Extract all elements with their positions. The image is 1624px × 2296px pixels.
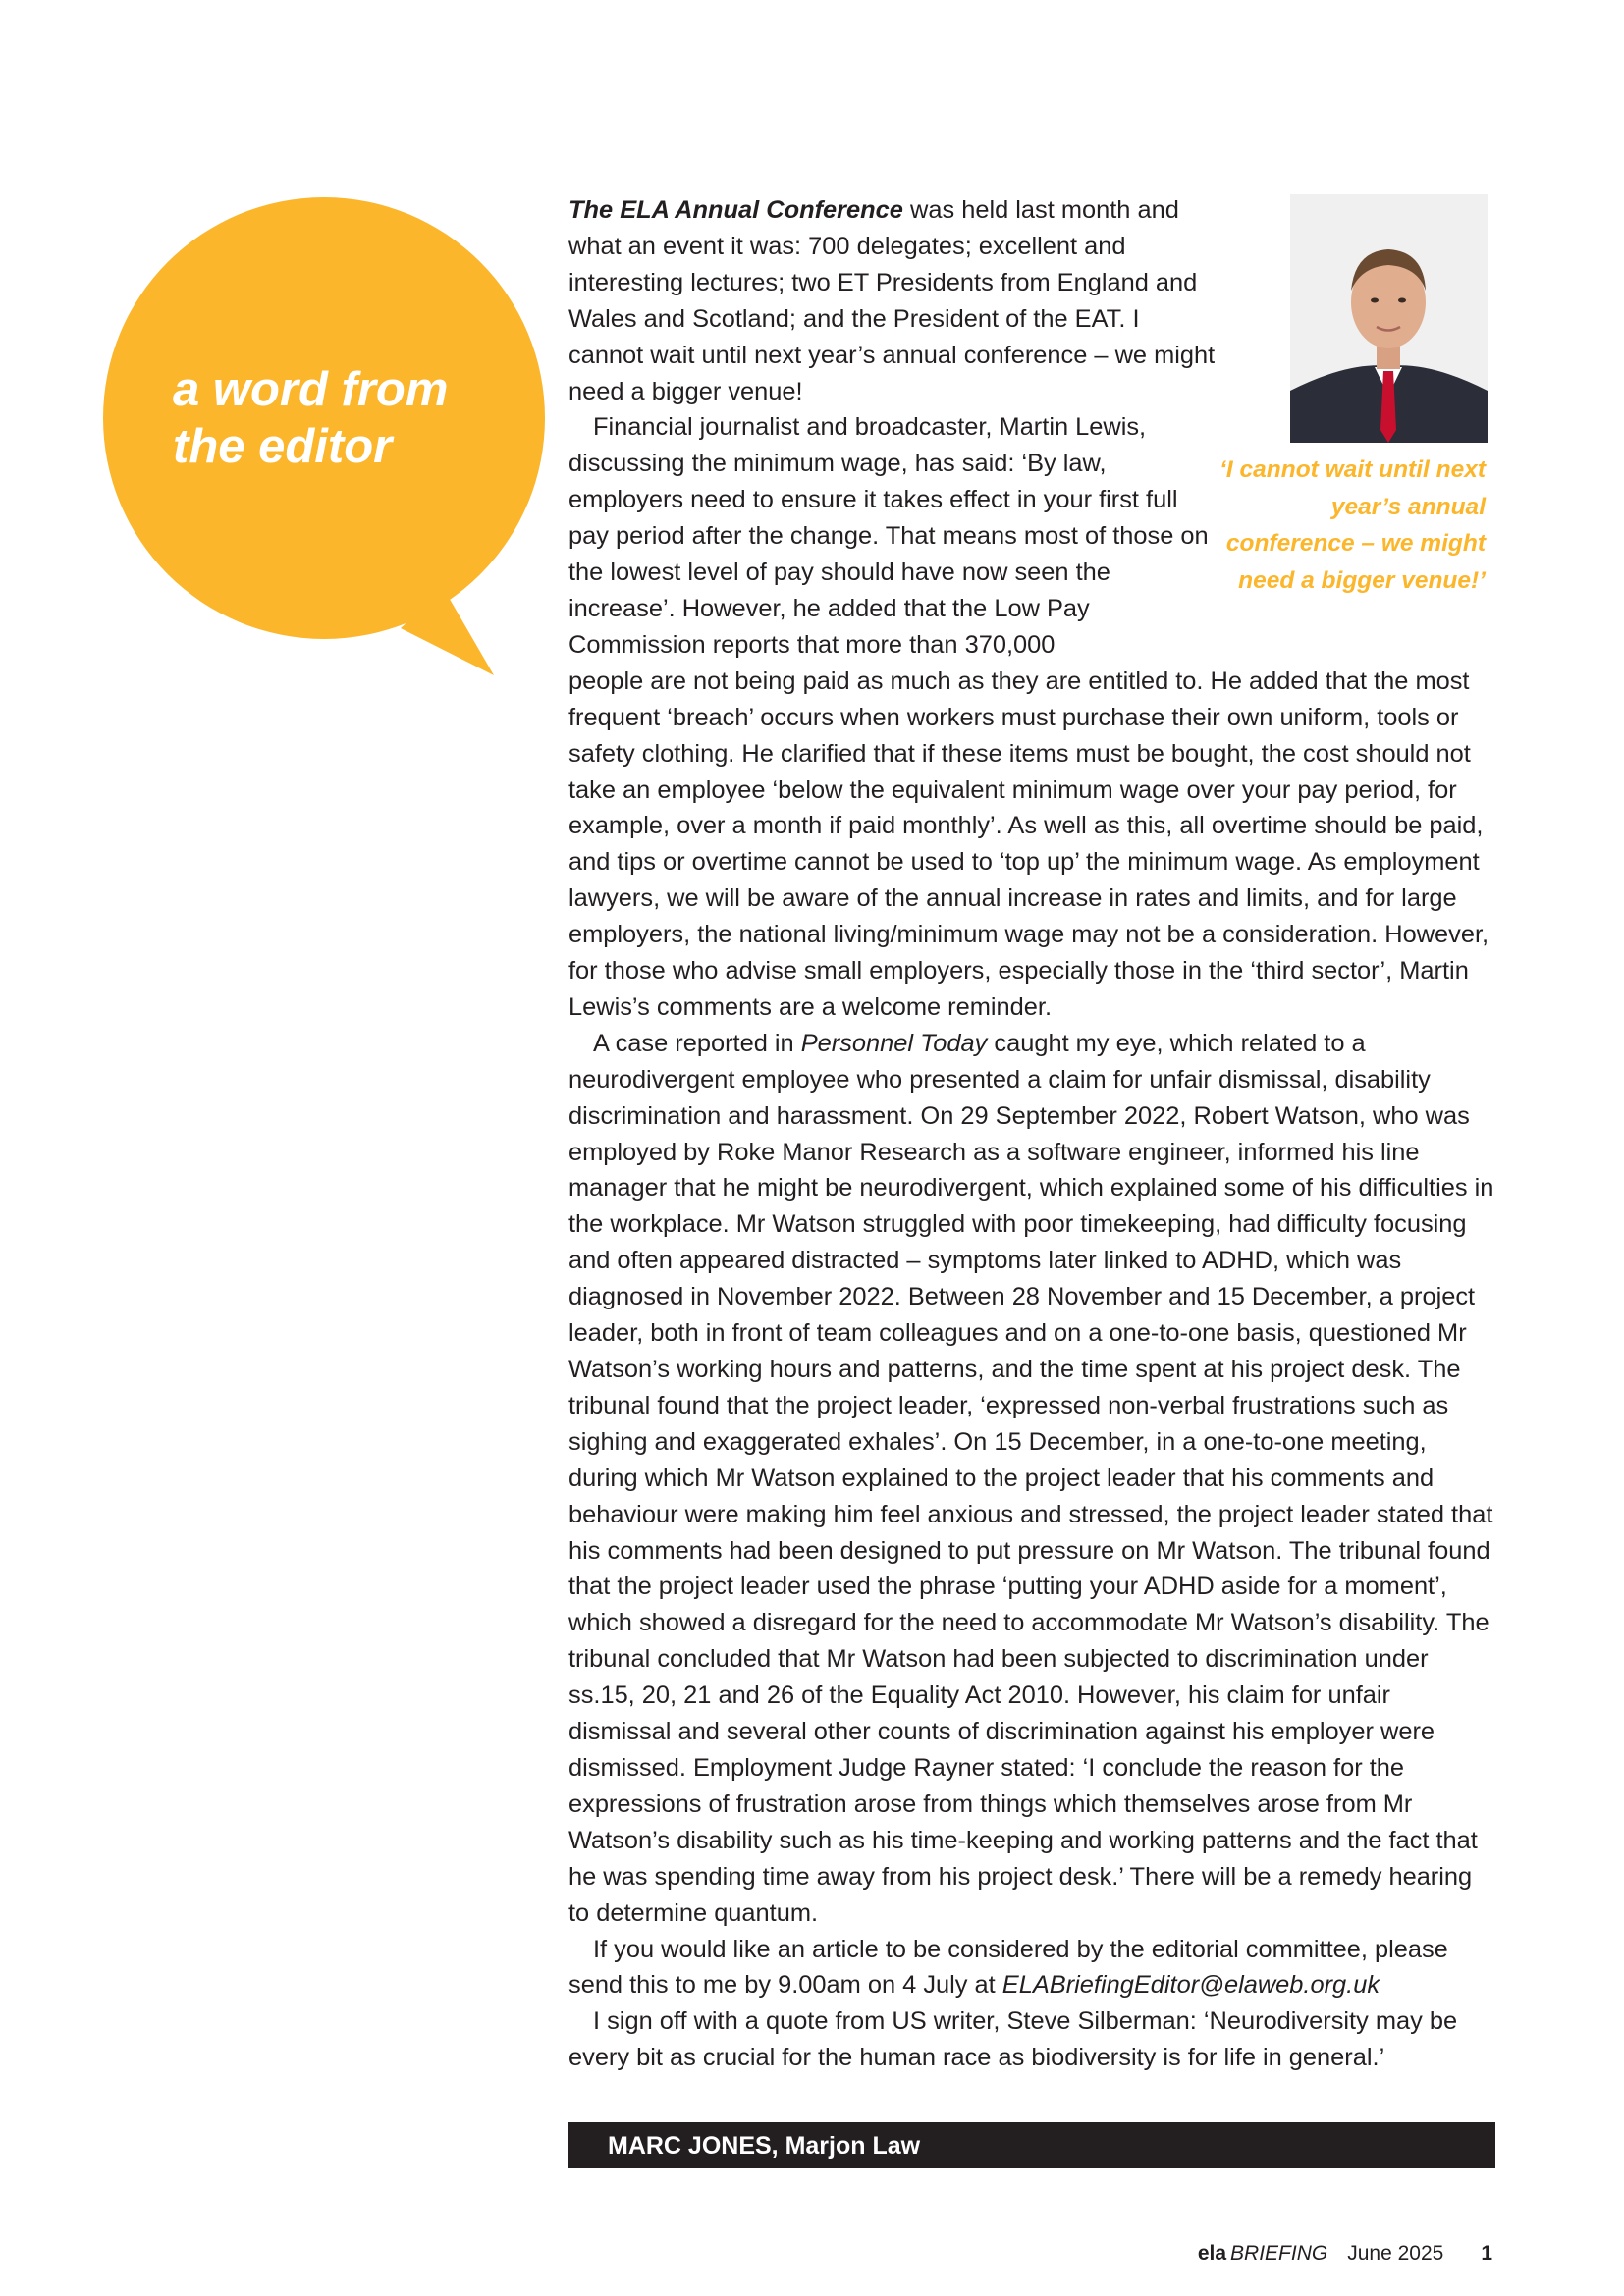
intro-block — [568, 192, 1217, 664]
paragraph-3-intro: A case reported in — [593, 1029, 801, 1057]
pull-quote: ‘I cannot wait until next year’s annual conference – we might need a bigger venue!’ — [1219, 456, 1486, 595]
page-footer — [1198, 2240, 1492, 2268]
signature-bar — [568, 2122, 1495, 2168]
signature: MARC JONES, Marjon Law — [608, 2132, 921, 2160]
footer-brand: ela — [1197, 2242, 1227, 2265]
paragraph-2-continued: people are not being paid as much as they are entitled to. He added that the most frequent ‘breach’ occurs when workers must purchase their own uniform, tools or safety clothing. He clarified that if these items must be bought, the cost should not take an employee ‘below the equivalent minimum wage over your pay period, for example, over a month if paid monthly’. As well as this, all overtime should be paid, and tips or overtime cannot be used to ‘top up’ the minimum wage. As employment lawyers, we will be aware of the annual increase in rates and limits, and for large employers, the national living/minimum wage may not be a consideration. However, for those who advise small employers, especially those in the ‘third sector’, Martin Lewis’s comments are a welcome reminder. — [568, 667, 1489, 1021]
paragraph-2-wrapped: Financial journalist and broadcaster, Martin Lewis, discussing the minimum wage, has said: ‘By law, employers need to ensure it takes effect in your first full pay period after the change. That means most of those on the lowest level of pay should have now seen the increase’. However, he added that the Low Pay Commission reports that more than 370,000 — [568, 413, 1209, 659]
paragraph-5: I sign off with a quote from US writer, Steve Silberman: ‘Neurodiversity may be every bit as crucial for the human race as biodiversity is for life in general.’ — [568, 2007, 1458, 2072]
section-title: a word from the editor — [173, 363, 449, 473]
paragraph-4 — [568, 1932, 1495, 2004]
footer-date: June 2025 — [1347, 2242, 1444, 2265]
paragraph-4-text: If you would like an article to be considered by the editorial committee, please send this to me by 9.00am on 4 July at — [568, 1935, 1448, 2000]
paragraph-1 — [568, 192, 1217, 409]
editor-email-link[interactable]: ELABriefingEditor@elaweb.org.uk — [1001, 1971, 1380, 2000]
paragraph-3-text: caught my eye, which related to a neurodivergent employee who presented a claim for unfair dismissal, disability discrimination and harassment. On 29 September 2022, Robert Watson, who was employed by Roke Manor Research as a software engineer, informed his line manager that he might be neurodivergent, which explained some of his difficulties in the workplace. Mr Watson struggled with poor timekeeping, had difficulty focusing and often appeared distracted – symptoms later linked to ADHD, which was diagnosed in November 2022. Between 28 November and 15 December, a project leader, both in front of team colleagues and on a one-to-one basis, questioned Mr Watson’s working hours and patterns, and the time spent at his project desk. The tribunal found that the project leader, ‘expressed non-verbal frustrations such as sighing and exaggerated exhales’. On 15 December, in a one-to-one meeting, during which Mr Watson explained to the project leader that his comments and behaviour were making him feel anxious and stressed, the project leader stated that his comments had been designed to put pressure on Mr Watson. The tribunal found that the project leader used the phrase ‘putting your ADHD aside for a moment’, which showed a disregard for the need to accommodate Mr Watson’s disability. The tribunal concluded that Mr Watson had been subjected to discrimination under ss.15, 20, 21 and 26 of the Equality Act 2010. However, his claim for unfair dismissal and several other counts of discrimination against his employer were dismissed. Employment Judge Rayner stated: ‘I conclude the reason for the expressions of frustration arose from things which themselves arose from Mr Watson’s disability such as his time-keeping and working patterns and the fact that he was spending time away from his project desk.’ There will be a remedy hearing to determine quantum. — [568, 1029, 1494, 1927]
article-body — [568, 192, 1495, 2076]
publication-name: Personnel Today — [800, 1029, 988, 1057]
paragraph-1-text: was held last month and what an event it was: 700 delegates; excellent and interesting lectures; two ET Presidents from England and Wales and Scotland; and the President of the EAT. I cannot wait until next year’s annual conference – we might need a bigger venue! — [568, 196, 1216, 405]
footer-publication: BRIEFING — [1230, 2242, 1328, 2265]
page-number: 1 — [1481, 2242, 1492, 2265]
paragraph-3 — [568, 1026, 1495, 1932]
lead-in: The ELA Annual Conference — [568, 196, 903, 224]
